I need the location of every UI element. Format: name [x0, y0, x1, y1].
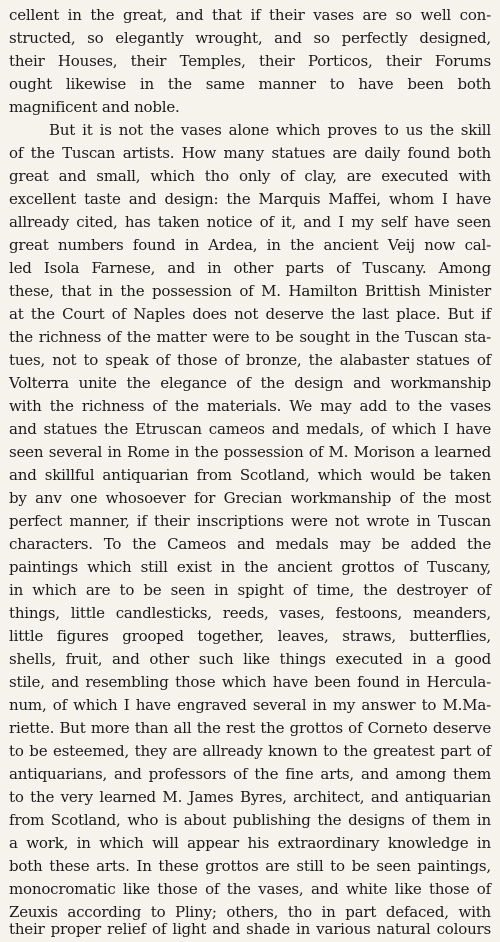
text-line: their Houses, their Temples, their Porticos, their Forums: [9, 52, 491, 70]
text-line: shells, fruit, and other such like things executed in a good: [9, 650, 491, 668]
text-line: stile, and resembling those which have been found in Hercula-: [9, 673, 491, 691]
text-line: paintings which still exist in the ancient grottos of Tuscany,: [9, 558, 491, 576]
text-line: Volterra unite the elegance of the design and workmanship: [9, 374, 491, 392]
text-line: antiquarians, and professors of the fine arts, and among them: [9, 765, 491, 783]
text-line: led Isola Farnese, and in other parts of Tuscany. Among: [9, 259, 491, 277]
text-line: to be esteemed, they are allready known to the greatest part of: [9, 742, 491, 760]
text-line: allready cited, has taken notice of it, and I my self have seen: [9, 213, 491, 231]
text-line: great numbers found in Ardea, in the ancient Veij now cal-: [9, 236, 491, 254]
text-line: excellent taste and design: the Marquis Maffei, whom I have: [9, 190, 491, 208]
text-line: tues, not to speak of those of bronze, the alabaster statues of: [9, 351, 491, 369]
text-line: from Scotland, who is about publishing the designs of them in: [9, 811, 491, 829]
text-line: num, of which I have engraved several in my answer to M.Ma-: [9, 696, 491, 714]
text-line: seen several in Rome in the possession of M. Morison a learned: [9, 443, 491, 461]
text-line: by anv one whosoever for Grecian workmanship of the most: [9, 489, 491, 507]
text-line: structed, so elegantly wrought, and so perfectly designed,: [9, 29, 491, 47]
text-line: characters. To the Cameos and medals may be added the: [9, 535, 491, 553]
text-line: a work, in which will appear his extraordinary knowledge in: [9, 834, 491, 852]
text-line: great and small, which tho only of clay, are executed with: [9, 167, 491, 185]
text-line: things, little candlesticks, reeds, vases, festoons, meanders,: [9, 604, 491, 622]
text-line: monocromatic like those of the vases, and white like those of: [9, 880, 491, 898]
text-line: perfect manner, if their inscriptions were not wrote in Tuscan: [9, 512, 491, 530]
text-line: Zeuxis according to Pliny; others, tho in part defaced, with: [9, 903, 491, 921]
text-line: magnificent and noble.: [9, 98, 180, 116]
text-line: riette. But more than all the rest the grottos of Corneto deserve: [9, 719, 491, 737]
paragraph-first-line: But it is not the vases alone which proves to us the skill: [49, 121, 491, 139]
text-line: at the Court of Naples does not deserve the last place. But if: [9, 305, 491, 323]
book-page: [9, 2, 499, 940]
text-line: the richness of the matter were to be sought in the Tuscan sta-: [9, 328, 491, 346]
text-line: with the richness of the materials. We may add to the vases: [9, 397, 491, 415]
text-line: their proper relief of light and shade in various natural colours: [9, 920, 491, 938]
text-line: and skillful antiquarian from Scotland, which would be taken: [9, 466, 491, 484]
text-line: in which are to be seen in spight of time, the destroyer of: [9, 581, 491, 599]
text-line: these, that in the possession of M. Hamilton Brittish Minister: [9, 282, 491, 300]
text-line: both these arts. In these grottos are still to be seen paintings,: [9, 857, 491, 875]
text-line: of the Tuscan artists. How many statues are daily found both: [9, 144, 491, 162]
text-line: and statues the Etruscan cameos and medals, of which I have: [9, 420, 491, 438]
text-line: to the very learned M. James Byres, architect, and antiquarian: [9, 788, 491, 806]
text-line: ought likewise in the same manner to have been both: [9, 75, 491, 93]
text-line: cellent in the great, and that if their vases are so well con-: [9, 6, 491, 24]
text-line: little figures grooped together, leaves, straws, butterflies,: [9, 627, 491, 645]
